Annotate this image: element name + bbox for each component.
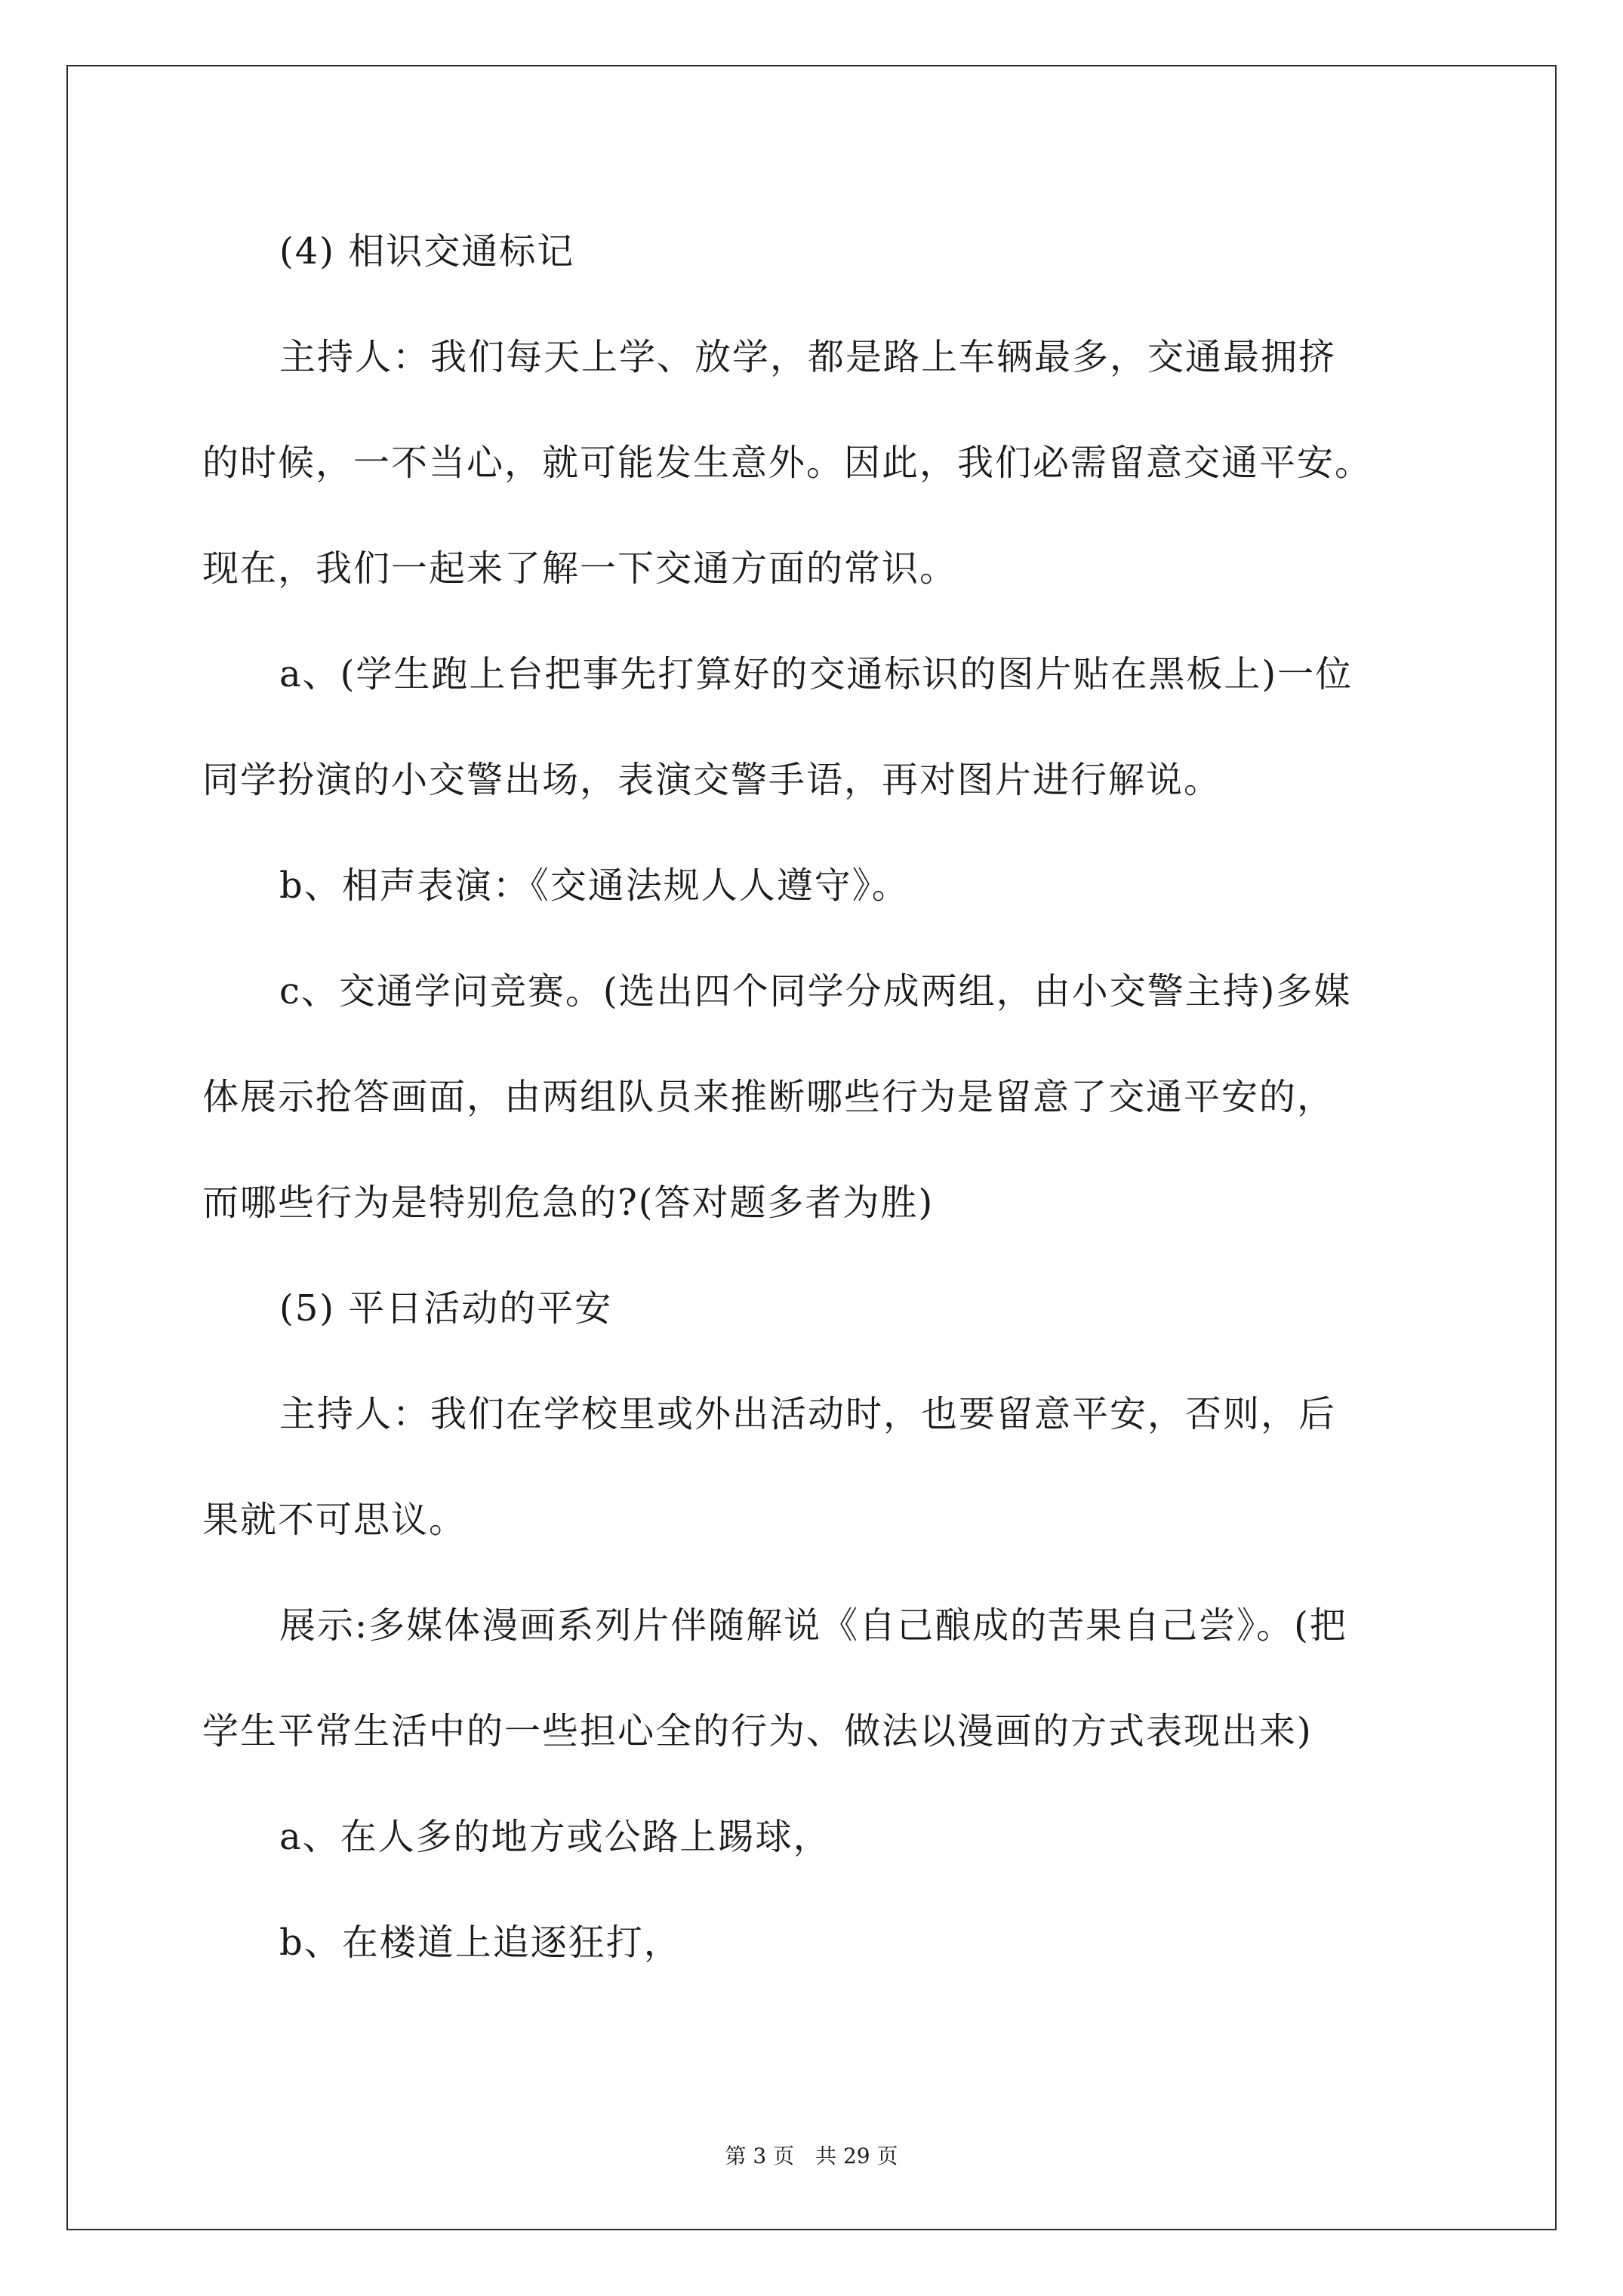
paragraph-line: a、(学生跑上台把事先打算好的交通标识的图片贴在黑板上)一位: [279, 653, 1354, 695]
page-border: [66, 65, 1557, 2230]
paragraph-line: a、在人多的地方或公路上踢球，: [279, 1816, 831, 1858]
paragraph-line: 同学扮演的小交警出场，表演交警手语，再对图片进行解说。: [202, 759, 1222, 801]
paragraph-line: 果就不可思议。: [202, 1499, 467, 1541]
section-heading-4: (4) 相识交通标记: [279, 230, 575, 273]
paragraph-line: c、交通学问竞赛。(选出四个同学分成两组，由小交警主持)多媒: [279, 970, 1352, 1012]
paragraph-line: 主持人：我们在学校里或外出活动时，也要留意平安，否则，后: [279, 1393, 1337, 1435]
paragraph-line: 学生平常生活中的一些担心全的行为、做法以漫画的方式表现出来): [202, 1710, 1313, 1752]
paragraph-line: 主持人：我们每天上学、放学，都是路上车辆最多，交通最拥挤: [279, 336, 1337, 378]
paragraph-line: 展示:多媒体漫画系列片伴随解说《自己酿成的苦果自己尝》。(把: [279, 1604, 1347, 1647]
paragraph-line: b、相声表演：《交通法规人人遵守》。: [279, 864, 910, 907]
paragraph-line: 而哪些行为是特别危急的?(答对题多者为胜): [202, 1182, 935, 1224]
paragraph-line: b、在楼道上追逐狂打，: [279, 1922, 682, 1964]
paragraph-line: 体展示抢答画面，由两组队员来推断哪些行为是留意了交通平安的，: [202, 1076, 1335, 1118]
paragraph-line: 的时候，一不当心，就可能发生意外。因此，我们必需留意交通平安。: [202, 442, 1373, 484]
section-heading-5: (5) 平日活动的平安: [279, 1287, 613, 1330]
paragraph-line: 现在，我们一起来了解一下交通方面的常识。: [202, 547, 958, 590]
page-number-footer: 第 3 页 共 29 页: [725, 2143, 898, 2168]
